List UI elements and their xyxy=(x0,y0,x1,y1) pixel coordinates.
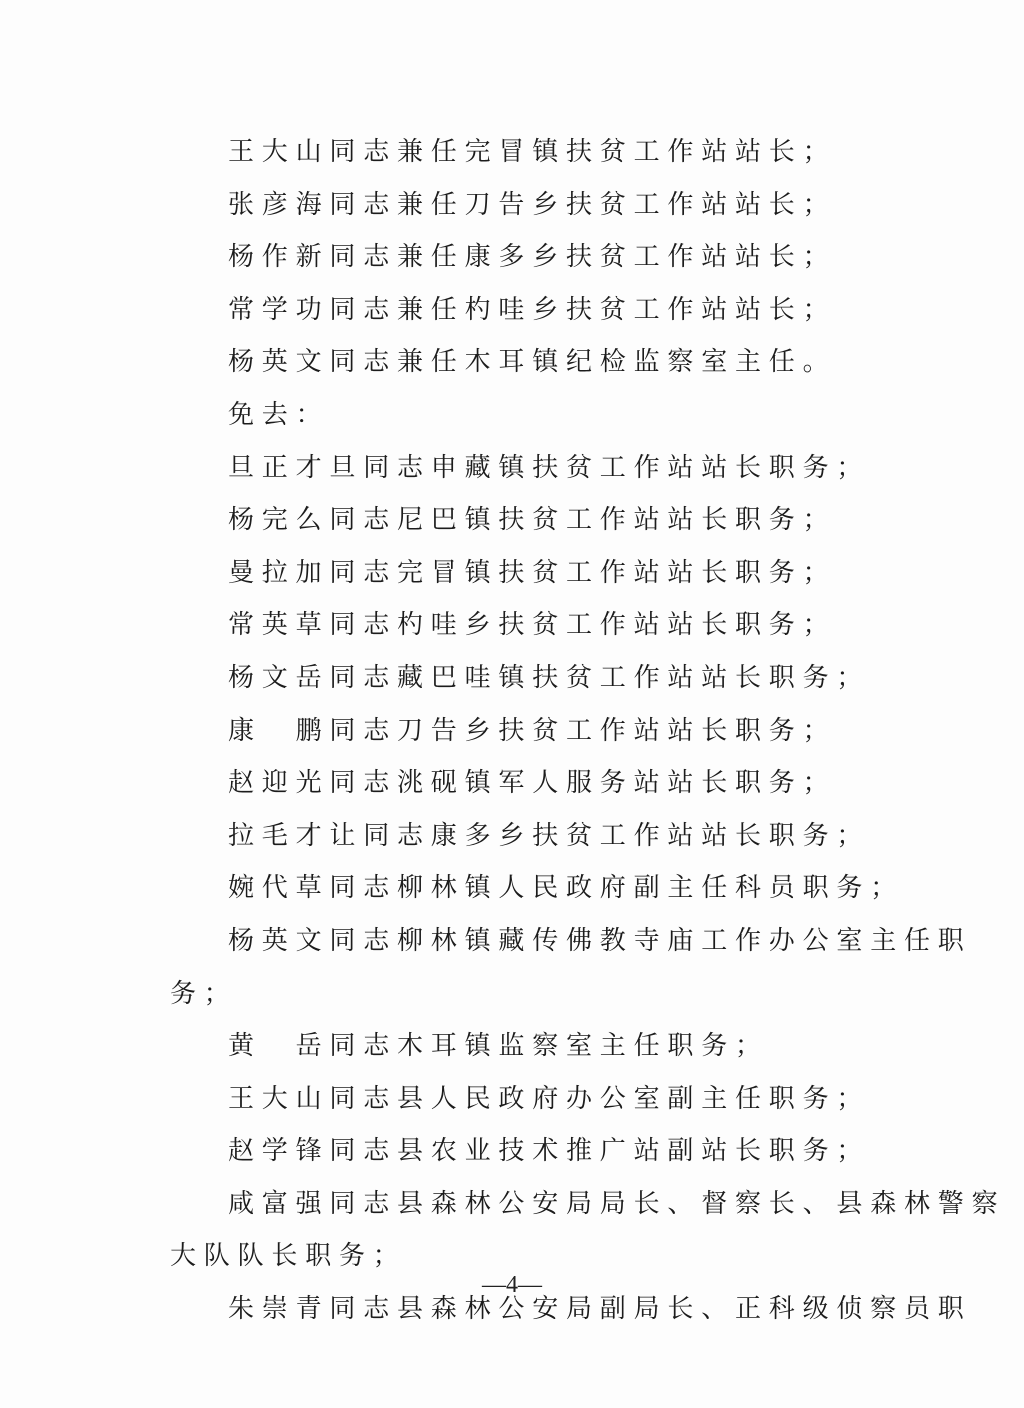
text-line: 黄 岳同志木耳镇监察室主任职务； xyxy=(228,1031,769,1062)
text-line: 拉毛才让同志康多乡扶贫工作站站长职务； xyxy=(228,820,871,851)
text-line: 张彦海同志兼任刀告乡扶贫工作站站长； xyxy=(228,189,837,220)
text-line: 赵学锋同志县农业技术推广站副站长职务； xyxy=(228,1136,871,1167)
text-line: 朱崇青同志县森林公安局副局长、正科级侦察员职 xyxy=(228,1294,972,1325)
section-heading: 免去： xyxy=(228,399,330,430)
text-line: 杨作新同志兼任康多乡扶贫工作站站长； xyxy=(228,242,837,273)
text-line: 杨完么同志尼巴镇扶贫工作站站长职务； xyxy=(228,505,837,536)
text-line: 王大山同志兼任完冒镇扶贫工作站站长； xyxy=(228,137,837,167)
text-line: 杨英文同志柳林镇藏传佛教寺庙工作办公室主任职 xyxy=(228,925,972,956)
text-line: 婉代草同志柳林镇人民政府副主任科员职务； xyxy=(228,873,905,904)
text-line: 杨英文同志兼任木耳镇纪检监察室主任。 xyxy=(228,347,837,378)
text-line: 杨文岳同志藏巴哇镇扶贫工作站站长职务； xyxy=(228,662,871,693)
document-body xyxy=(170,126,1006,1336)
text-line: 旦正才旦同志申藏镇扶贫工作站站长职务； xyxy=(228,452,871,483)
text-line: 曼拉加同志完冒镇扶贫工作站站长职务； xyxy=(228,557,837,588)
page-number: —4— xyxy=(482,1272,542,1298)
text-line: 赵迎光同志洮砚镇军人服务站站长职务； xyxy=(228,768,837,799)
text-line: 常英草同志杓哇乡扶贫工作站站长职务； xyxy=(228,610,837,641)
text-line: 常学功同志兼任杓哇乡扶贫工作站站长； xyxy=(228,294,837,325)
text-line: 王大山同志县人民政府办公室副主任职务； xyxy=(228,1083,871,1114)
text-line: 康 鹏同志刀告乡扶贫工作站站长职务； xyxy=(228,715,837,746)
text-line: 咸富强同志县森林公安局局长、督察长、县森林警察 xyxy=(228,1188,1006,1219)
text-line-continuation: 大队队长职务； xyxy=(170,1241,407,1272)
text-line-continuation: 务； xyxy=(170,978,238,1009)
